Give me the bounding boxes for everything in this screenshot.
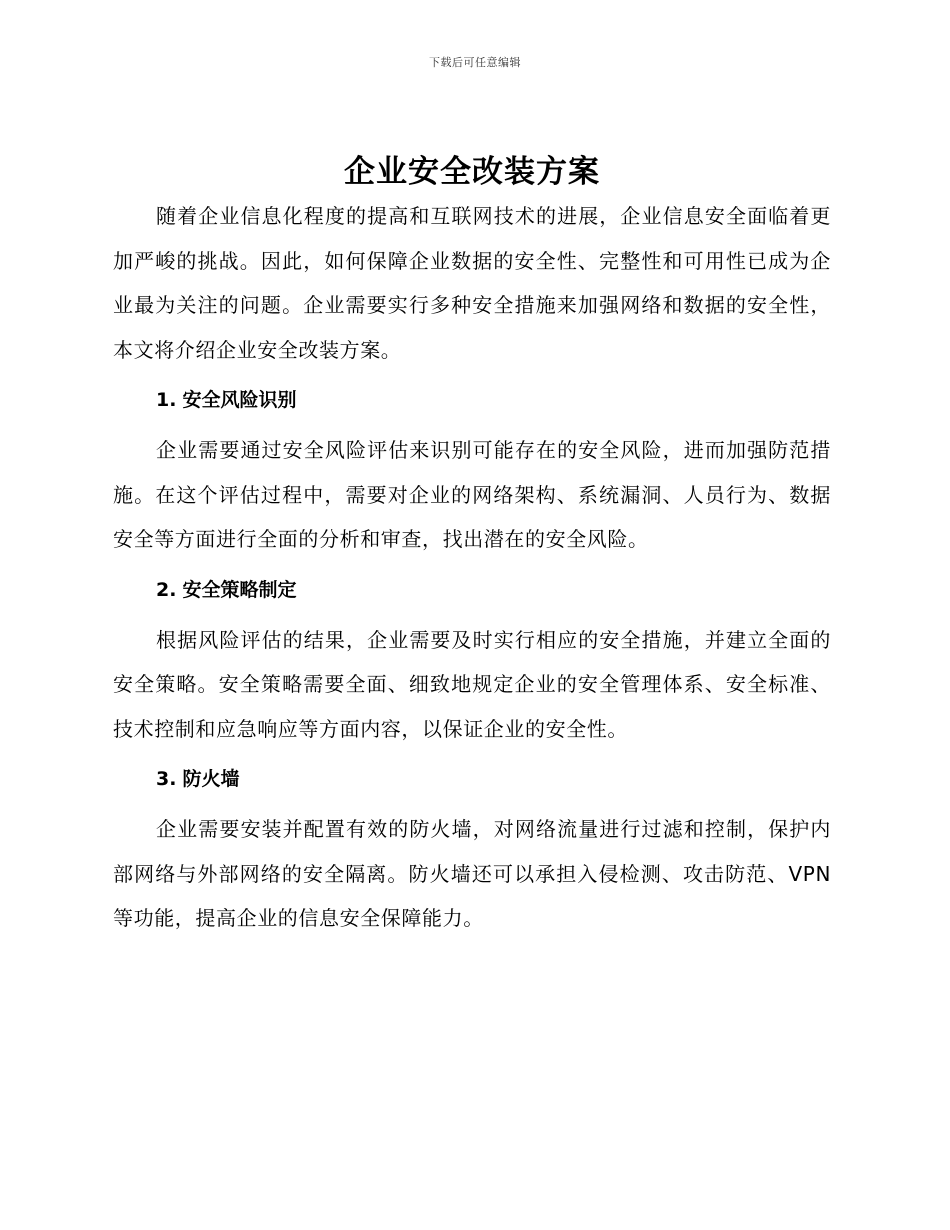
document-body [113, 150, 831, 941]
section-number: 2. [156, 578, 177, 601]
section-body-1: 企业需要通过安全风险评估来识别可能存在的安全风险，进而加强防范措施。在这个评估过程中，需要对企业的网络架构、系统漏洞、人员行为、数据安全等方面进行全面的分析和审查，找出潜在的安全风险。 [113, 438, 831, 551]
section-number: 1. [156, 389, 177, 411]
section-title: 安全策略制定 [182, 578, 297, 601]
section-title: 安全风险识别 [182, 389, 297, 411]
section-heading-3 [113, 764, 831, 794]
intro-paragraph: 随着企业信息化程度的提高和互联网技术的进展，企业信息安全面临着更加严峻的挑战。因此，如何保障企业数据的安全性、完整性和可用性已成为企业最为关注的问题。企业需要实行多种安全措施来加强网络和数据的安全性，本文将介绍企业安全改装方案。 [113, 204, 831, 362]
section-heading-1 [113, 385, 831, 415]
section-body-3: 企业需要安装并配置有效的防火墙，对网络流量进行过滤和控制，保护内部网络与外部网络的安全隔离。防火墙还可以承担入侵检测、攻击防范、VPN 等功能，提高企业的信息安全保障能力。 [113, 817, 831, 930]
section-heading-2 [113, 575, 831, 605]
header-note: 下载后可任意编辑 [429, 56, 521, 69]
section-title: 防火墙 [182, 768, 240, 790]
document-title: 企业安全改装方案 [344, 154, 600, 190]
section-body-2: 根据风险评估的结果，企业需要及时实行相应的安全措施，并建立全面的安全策略。安全策略需要全面、细致地规定企业的安全管理体系、安全标准、技术控制和应急响应等方面内容，以保证企业的安全性。 [113, 627, 831, 741]
section-number: 3. [156, 768, 177, 790]
